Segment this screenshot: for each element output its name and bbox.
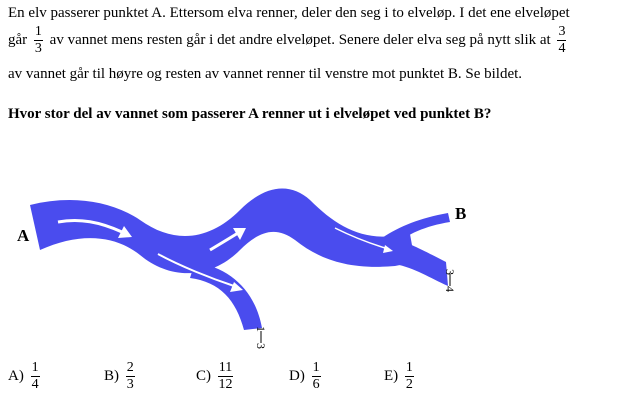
intro-line-3: av vannet går til høyre og resten av vannet renner til venstre mot punktet B. Se bildet. (8, 66, 523, 82)
branch2-den: 4 (443, 286, 457, 292)
label-point-b: B (455, 204, 467, 223)
option-d[interactable] (289, 361, 324, 392)
option-b-fraction: $\frac{2}{3}$ (126, 360, 134, 392)
option-e[interactable] (384, 361, 417, 392)
intro-line-2-start: går (8, 31, 28, 48)
river-branch-three-quarters (395, 238, 448, 286)
option-a[interactable] (8, 361, 43, 392)
river-main-channel (30, 189, 415, 274)
option-b[interactable] (104, 361, 138, 392)
option-d-fraction: $\frac{1}{6}$ (312, 360, 320, 392)
question-text: Hvor stor del av vannet som passerer A renner ut i elveløpet ved punktet B? (8, 106, 492, 122)
option-e-fraction: $\frac{1}{2}$ (405, 360, 413, 392)
option-c[interactable] (196, 361, 236, 392)
fraction-one-third: $\frac{1}{3}$ (34, 24, 42, 56)
intro-line-2-end: av vannet mens resten går i det andre elveløpet. Senere deler elva seg på nytt slik at (49, 31, 551, 48)
option-a-label: A) (8, 368, 24, 384)
option-a-fraction: $\frac{1}{4}$ (31, 360, 39, 392)
river-branch-one-third (190, 262, 262, 330)
river-branch-to-b (382, 213, 450, 246)
label-point-a: A (17, 226, 30, 245)
branch1-den: 3 (254, 343, 268, 349)
option-d-label: D) (289, 368, 305, 384)
branch-label-one-third (254, 326, 268, 349)
option-c-fraction: $\frac{11}{12}$ (218, 360, 233, 392)
fraction-three-quarters: $\frac{3}{4}$ (558, 24, 566, 56)
river-shape (30, 189, 450, 330)
option-c-label: C) (196, 368, 211, 384)
branch2-num: 3 (443, 269, 457, 275)
option-b-label: B) (104, 368, 119, 384)
option-e-label: E) (384, 368, 399, 384)
branch1-num: 1 (254, 326, 268, 332)
intro-line-1: En elv passerer punktet A. Ettersom elva renner, deler den seg i to elveløp. I det ene elveløpet (8, 5, 570, 21)
